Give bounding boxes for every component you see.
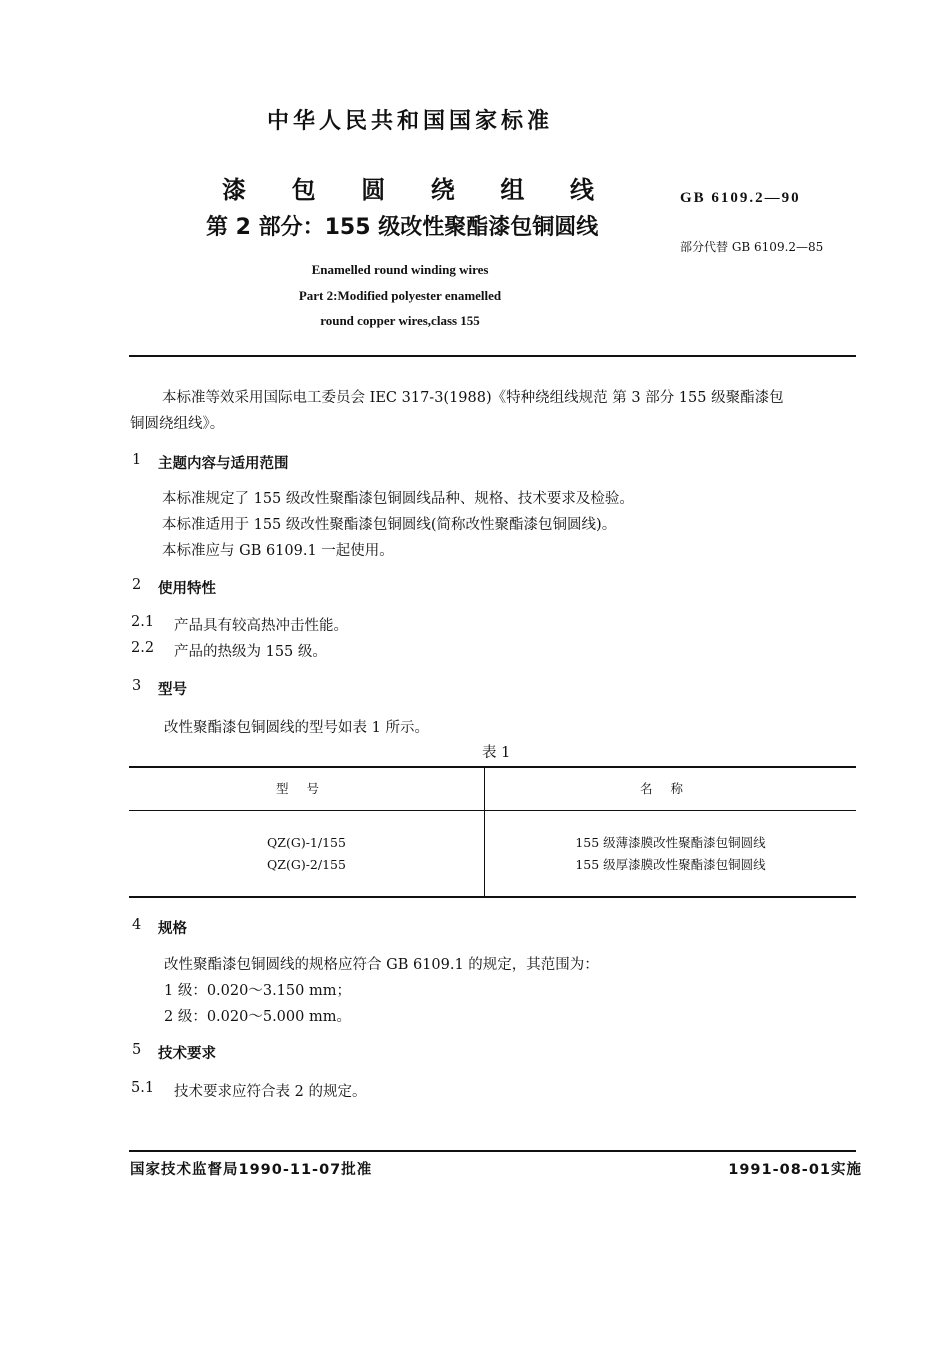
table-row bbox=[129, 810, 856, 897]
national-standard-heading: 中华人民共和国国家标准 bbox=[266, 109, 553, 134]
section-4-number: 4 bbox=[132, 917, 142, 933]
standard-number: GB 6109.2—90 bbox=[680, 190, 801, 206]
item-2-1-number: 2.1 bbox=[131, 614, 155, 630]
section-1-para-3: 本标准应与 GB 6109.1 一起使用。 bbox=[162, 543, 394, 559]
item-2-2-text: 产品的热级为 155 级。 bbox=[174, 644, 327, 660]
item-5-1-text: 技术要求应符合表 2 的规定。 bbox=[174, 1084, 367, 1100]
section-4-para-2: 1 级：0.020～3.150 mm； bbox=[164, 983, 351, 999]
section-5-number: 5 bbox=[132, 1042, 142, 1058]
intro-line-1: 本标准等效采用国际电工委员会 IEC 317-3(1988)《特种绕组线规范 第 3 部分 155 级聚酯漆包 bbox=[162, 390, 784, 406]
name-value: 155 级薄漆膜改性聚酯漆包铜圆线 bbox=[575, 834, 766, 850]
table-header-row bbox=[129, 767, 856, 810]
section-1-para-1: 本标准规定了 155 级改性聚酯漆包铜圆线品种、规格、技术要求及检验。 bbox=[162, 491, 634, 507]
section-2-number: 2 bbox=[132, 577, 142, 593]
item-2-1-text: 产品具有较高热冲击性能。 bbox=[174, 618, 348, 634]
section-4-heading: 规格 bbox=[158, 921, 187, 937]
english-title-line-2: Part 2:Modified polyester enamelled bbox=[298, 288, 502, 303]
section-4-para-1: 改性聚酯漆包铜圆线的规格应符合 GB 6109.1 的规定，其范围为： bbox=[164, 957, 599, 973]
section-3-heading: 型号 bbox=[158, 682, 187, 698]
section-2-heading: 使用特性 bbox=[158, 581, 216, 597]
section-3-para: 改性聚酯漆包铜圆线的型号如表 1 所示。 bbox=[164, 720, 429, 736]
name-cell bbox=[485, 810, 857, 897]
title-char: 漆 bbox=[222, 176, 246, 204]
effective-date: 1991-08-01实施 bbox=[728, 1162, 862, 1178]
model-value: QZ(G)-1/155 bbox=[267, 834, 346, 850]
title-char: 圆 bbox=[361, 176, 386, 204]
section-3-number: 3 bbox=[132, 678, 142, 694]
footer-divider bbox=[129, 1150, 856, 1152]
name-value: 155 级厚漆膜改性聚酯漆包铜圆线 bbox=[575, 856, 766, 872]
model-table bbox=[129, 767, 856, 897]
title-char: 绕 bbox=[430, 176, 455, 204]
column-header-model: 型号 bbox=[129, 767, 485, 810]
title-line-2: 第 2 部分：155 级改性聚酯漆包铜圆线 bbox=[206, 215, 599, 240]
approval-date: 国家技术监督局1990-11-07批准 bbox=[130, 1162, 373, 1178]
section-1-para-2: 本标准适用于 155 级改性聚酯漆包铜圆线(简称改性聚酯漆包铜圆线)。 bbox=[162, 517, 617, 533]
item-5-1-number: 5.1 bbox=[131, 1080, 155, 1096]
item-2-2-number: 2.2 bbox=[131, 640, 155, 656]
column-header-name: 名称 bbox=[485, 767, 857, 810]
section-1-number: 1 bbox=[132, 452, 142, 468]
model-value: QZ(G)-2/155 bbox=[267, 856, 346, 872]
model-cell bbox=[129, 810, 485, 897]
english-title-line-1: Enamelled round winding wires bbox=[311, 262, 489, 277]
section-4-para-3: 2 级：0.020～5.000 mm。 bbox=[164, 1009, 351, 1025]
title-char: 包 bbox=[291, 176, 316, 204]
title-char: 线 bbox=[569, 176, 594, 204]
section-1-heading: 主题内容与适用范围 bbox=[158, 456, 289, 472]
table-bottom-rule bbox=[129, 896, 856, 898]
intro-line-2: 铜圆绕组线》。 bbox=[130, 416, 225, 432]
table-1-caption: 表 1 bbox=[482, 745, 511, 761]
title-line-1 bbox=[222, 170, 594, 205]
replaces-note: 部分代替 GB 6109.2—85 bbox=[680, 240, 824, 254]
section-5-heading: 技术要求 bbox=[158, 1046, 216, 1062]
english-title-line-3: round copper wires,class 155 bbox=[320, 313, 480, 328]
title-char: 组 bbox=[500, 176, 525, 204]
header-divider bbox=[129, 355, 856, 357]
